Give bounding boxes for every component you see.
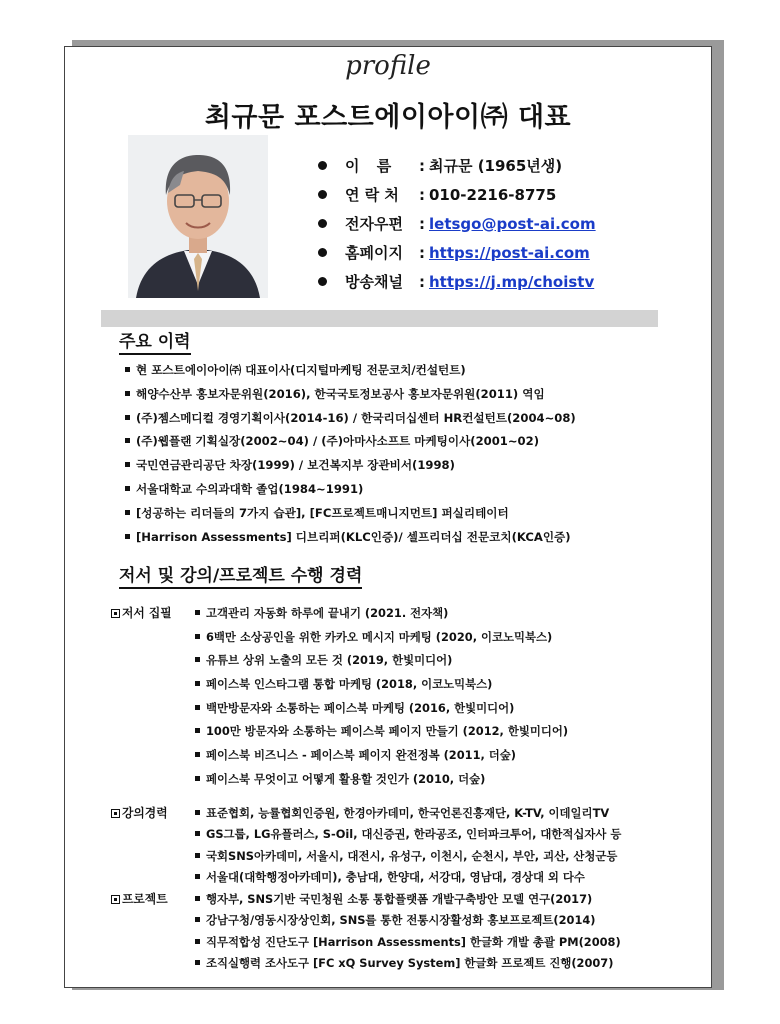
bullet-icon	[195, 776, 200, 781]
email-link[interactable]: letsgo@post-ai.com	[429, 214, 596, 233]
bullet-icon	[195, 960, 200, 965]
list-item	[195, 867, 621, 888]
group-label-text: 저서 집필	[122, 606, 172, 620]
career-item-text: 현 포스트에이아이㈜ 대표이사(디지털마케팅 전문코치/컨설턴트)	[136, 363, 466, 377]
list-item	[195, 910, 621, 931]
contact-value: 010-2216-8775	[429, 185, 557, 204]
list-item	[195, 769, 568, 793]
colon: :	[419, 243, 425, 262]
bullet-icon	[195, 896, 200, 901]
contact-name	[318, 151, 596, 180]
list-item	[125, 360, 576, 384]
list-item	[195, 698, 568, 722]
lecture-text: 표준협회, 능률협회인증원, 한경아카데미, 한국언론진흥재단, K-TV, 이데일리TV	[206, 806, 610, 820]
lecture-text: GS그룹, LG유플러스, S-Oil, 대신증권, 한라공조, 인터파크투어, 대한적십자사 등	[206, 827, 622, 842]
bullet-icon	[195, 728, 200, 733]
square-bullet-icon	[111, 609, 120, 618]
bullet-icon	[125, 367, 130, 372]
group-label	[111, 603, 172, 623]
career-item-text: (주)젬스메디컬 경영기획이사(2014-16) / 한국리더십센터 HR컨설턴트(2004~08)	[136, 410, 576, 425]
project-text: 행자부, SNS기반 국민청원 소통 통합플랫폼 개발구축방안 모델 연구(2017)	[206, 892, 593, 906]
works-title: 저서 및 강의/프로젝트 수행 경력	[119, 565, 362, 589]
list-item	[125, 479, 576, 503]
career-item-text: (주)웹플랜 기획실장(2002~04) / (주)아마사소프트 마케팅이사(2001~02)	[136, 434, 539, 449]
contact-value: 최규문 (1965년생)	[429, 156, 563, 175]
lectures-list	[195, 803, 621, 889]
book-text: 6백만 소상공인을 위한 카카오 메시지 마케팅 (2020, 이코노믹북스)	[206, 629, 553, 644]
project-text: 강남구청/영동시장상인회, SNS를 통한 전통시장활성화 홍보프로젝트(2014)	[206, 913, 596, 928]
bullet-icon	[195, 705, 200, 710]
career-item-text: 국민연금관리공단 차장(1999) / 보건복지부 장관비서(1998)	[136, 458, 455, 473]
group-label	[111, 889, 168, 909]
group-label	[111, 803, 168, 823]
projects-list	[195, 889, 621, 975]
square-bullet-icon	[111, 895, 120, 904]
list-item	[125, 408, 576, 432]
page-title: 최규문 포스트에이아이㈜ 대표	[204, 102, 572, 133]
bullet-icon	[318, 248, 327, 257]
bullet-icon	[125, 415, 130, 420]
career-item-text: [성공하는 리더들의 7가지 습관], [FC프로젝트매니지먼트] 퍼실리테이터	[136, 505, 509, 520]
book-text: 유튜브 상위 노출의 모든 것 (2019, 한빛미디어)	[206, 653, 453, 668]
book-text: 고객관리 자동화 하루에 끝내기 (2021. 전자책)	[206, 606, 449, 620]
homepage-link[interactable]: https://post-ai.com	[429, 243, 590, 262]
list-item	[125, 455, 576, 479]
bullet-icon	[195, 657, 200, 662]
divider-bar	[101, 310, 658, 327]
contact-label: 연 락 처	[345, 185, 399, 204]
lecture-text: 서울대(대학행정아카데미), 충남대, 한양대, 서강대, 영남대, 경상대 외 다수	[206, 870, 585, 885]
book-text: 페이스북 인스타그램 통합 마케팅 (2018, 이코노믹북스)	[206, 677, 493, 692]
list-item	[125, 527, 576, 551]
bullet-icon	[195, 874, 200, 879]
list-item	[195, 674, 568, 698]
bullet-icon	[125, 438, 130, 443]
bullet-icon	[195, 831, 200, 836]
colon: :	[419, 185, 425, 204]
project-text: 직무적합성 진단도구 [Harrison Assessments] 한글화 개발 총괄 PM(2008)	[206, 934, 621, 949]
list-item	[125, 431, 576, 455]
square-bullet-icon	[111, 809, 120, 818]
bullet-icon	[195, 610, 200, 615]
career-item-text: 서울대학교 수의과대학 졸업(1984~1991)	[136, 481, 364, 496]
bullet-icon	[195, 917, 200, 922]
list-item	[195, 824, 621, 845]
list-item	[195, 745, 568, 769]
group-label-text: 강의경력	[122, 806, 168, 820]
contact-phone	[318, 180, 596, 209]
career-item-text: [Harrison Assessments] 디브리퍼(KLC인증)/ 셀프리더십 전문코치(KCA인증)	[136, 529, 571, 544]
career-item-text: 해양수산부 홍보자문위원(2016), 한국국토정보공사 홍보자문위원(2011) 역임	[136, 386, 545, 401]
bullet-icon	[318, 190, 327, 199]
list-item	[195, 932, 621, 953]
contact-label: 홈페이지	[345, 243, 403, 262]
list-item	[195, 889, 621, 910]
colon: :	[419, 272, 425, 291]
contact-label: 전자우편	[345, 214, 403, 233]
script-title: profile	[345, 51, 431, 81]
list-item	[125, 503, 576, 527]
bullet-icon	[318, 277, 327, 286]
book-text: 백만방문자와 소통하는 페이스북 마케팅 (2016, 한빛미디어)	[206, 700, 515, 715]
bullet-icon	[125, 462, 130, 467]
list-item	[195, 803, 621, 824]
bullet-icon	[125, 510, 130, 515]
bullet-icon	[195, 810, 200, 815]
bullet-icon	[318, 219, 327, 228]
contact-label: 방송채널	[345, 272, 403, 291]
list-item	[195, 953, 621, 974]
bullet-icon	[195, 752, 200, 757]
channel-link[interactable]: https://j.mp/choistv	[429, 272, 595, 291]
books-list	[195, 603, 568, 793]
bullet-icon	[318, 161, 327, 170]
list-item	[195, 846, 621, 867]
contact-label: 이 름	[345, 156, 398, 175]
bullet-icon	[195, 939, 200, 944]
list-item	[195, 603, 568, 627]
colon: :	[419, 214, 425, 233]
profile-photo	[128, 135, 268, 298]
bullet-icon	[125, 391, 130, 396]
book-text: 페이스북 무엇이고 어떻게 활용할 것인가 (2010, 더숲)	[206, 771, 486, 786]
contact-email	[318, 209, 596, 238]
bullet-icon	[195, 634, 200, 639]
contact-channel	[318, 267, 596, 296]
profile-sheet	[64, 46, 712, 988]
bullet-icon	[125, 534, 130, 539]
career-list	[125, 360, 576, 550]
group-label-text: 프로젝트	[122, 892, 168, 906]
book-text: 100만 방문자와 소통하는 페이스북 페이지 만들기 (2012, 한빛미디어)	[206, 724, 569, 739]
contact-list	[318, 151, 596, 296]
lecture-text: 국회SNS아카데미, 서울시, 대전시, 유성구, 이천시, 순천시, 부안, 괴산, 산청군등	[206, 848, 618, 863]
bullet-icon	[195, 681, 200, 686]
list-item	[195, 627, 568, 651]
bullet-icon	[195, 853, 200, 858]
book-text: 페이스북 비즈니스 - 페이스북 페이지 완전정복 (2011, 더숲)	[206, 748, 516, 763]
list-item	[195, 721, 568, 745]
list-item	[125, 384, 576, 408]
project-text: 조직실행력 조사도구 [FC xQ Survey System] 한글화 프로젝트 진행(2007)	[206, 956, 614, 971]
career-title: 주요 이력	[119, 331, 191, 355]
colon: :	[419, 156, 425, 175]
bullet-icon	[125, 486, 130, 491]
list-item	[195, 650, 568, 674]
contact-homepage	[318, 238, 596, 267]
